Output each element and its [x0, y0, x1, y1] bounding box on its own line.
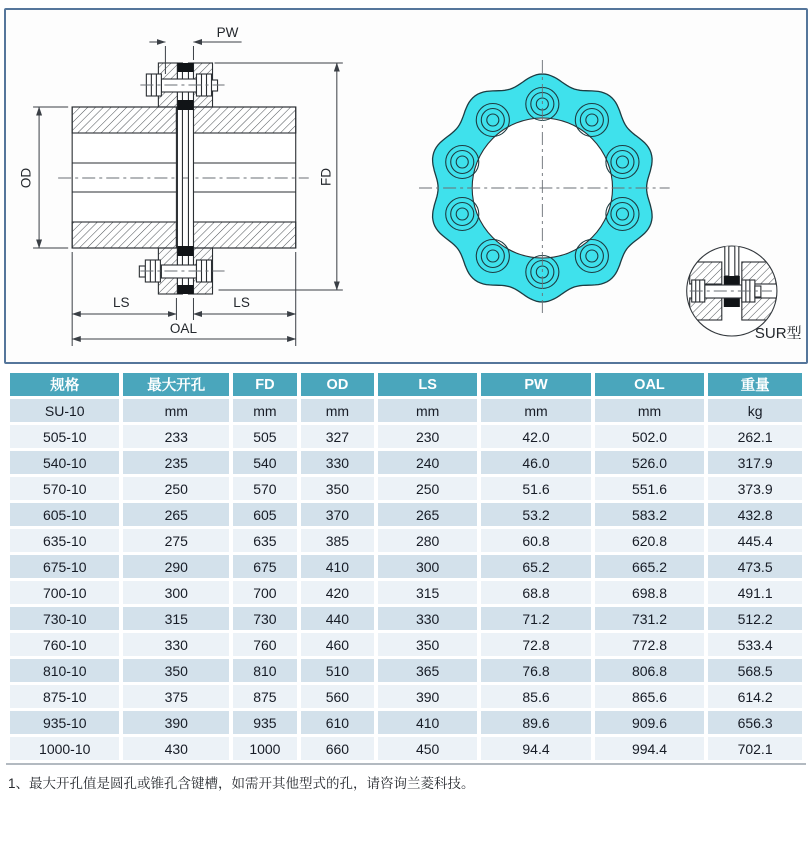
table-cell: mm: [481, 399, 590, 422]
table-cell: 385: [301, 529, 374, 552]
table-cell: 373.9: [708, 477, 802, 500]
oal-label: OAL: [169, 321, 197, 336]
table-cell: SU-10: [10, 399, 119, 422]
table-cell: 315: [378, 581, 477, 604]
dimension-od: [19, 107, 69, 248]
drawing-panel: [4, 8, 808, 364]
table-cell: 240: [378, 451, 477, 474]
table-cell: 280: [378, 529, 477, 552]
col-header-od: OD: [301, 373, 374, 396]
table-cell: 772.8: [595, 633, 704, 656]
table-cell: 760: [233, 633, 297, 656]
table-cell: 365: [378, 659, 477, 682]
col-header-fd: FD: [233, 373, 297, 396]
table-cell: mm: [233, 399, 297, 422]
table-cell: 68.8: [481, 581, 590, 604]
table-cell: mm: [123, 399, 229, 422]
table-cell: 71.2: [481, 607, 590, 630]
table-cell: 570-10: [10, 477, 119, 500]
table-cell: 89.6: [481, 711, 590, 734]
coupling-section-view: [19, 25, 343, 346]
table-cell: 410: [378, 711, 477, 734]
table-cell: mm: [595, 399, 704, 422]
table-cell: 370: [301, 503, 374, 526]
table-cell: 730: [233, 607, 297, 630]
table-cell: 432.8: [708, 503, 802, 526]
table-cell: 540: [233, 451, 297, 474]
table-cell: 60.8: [481, 529, 590, 552]
col-header-weight: 重量: [708, 373, 802, 396]
table-cell: 350: [123, 659, 229, 682]
table-row: [10, 711, 802, 734]
table-cell: 635-10: [10, 529, 119, 552]
col-header-oal: OAL: [595, 373, 704, 396]
table-cell: 656.3: [708, 711, 802, 734]
table-cell: 410: [301, 555, 374, 578]
table-cell: 230: [378, 425, 477, 448]
unit-row: [10, 399, 802, 422]
col-header-max-bore: 最大开孔: [123, 373, 229, 396]
table-cell: 700: [233, 581, 297, 604]
table-cell: 635: [233, 529, 297, 552]
ls-right-label: LS: [233, 295, 250, 310]
col-header-ls: LS: [378, 373, 477, 396]
table-cell: 760-10: [10, 633, 119, 656]
table-cell: 505: [233, 425, 297, 448]
table-cell: 53.2: [481, 503, 590, 526]
fd-label: FD: [318, 168, 334, 186]
table-cell: 250: [378, 477, 477, 500]
table-cell: 315: [123, 607, 229, 630]
table-cell: 583.2: [595, 503, 704, 526]
table-cell: 491.1: [708, 581, 802, 604]
table-cell: 730-10: [10, 607, 119, 630]
table-row: [10, 633, 802, 656]
technical-drawing: [6, 10, 806, 362]
table-cell: 865.6: [595, 685, 704, 708]
ls-left-label: LS: [113, 295, 130, 310]
table-row: [10, 737, 802, 760]
table-cell: 505-10: [10, 425, 119, 448]
table-cell: 72.8: [481, 633, 590, 656]
disc-pack-front-view: [419, 60, 670, 316]
table-cell: 620.8: [595, 529, 704, 552]
table-row: [10, 555, 802, 578]
table-cell: 430: [123, 737, 229, 760]
col-header-pw: PW: [481, 373, 590, 396]
table-cell: 675: [233, 555, 297, 578]
table-cell: 317.9: [708, 451, 802, 474]
table-cell: 390: [378, 685, 477, 708]
spec-table: [6, 370, 806, 763]
table-cell: kg: [708, 399, 802, 422]
table-cell: 330: [301, 451, 374, 474]
table-cell: 660: [301, 737, 374, 760]
table-cell: 810: [233, 659, 297, 682]
table-cell: 502.0: [595, 425, 704, 448]
table-cell: 810-10: [10, 659, 119, 682]
table-cell: 512.2: [708, 607, 802, 630]
table-cell: 665.2: [595, 555, 704, 578]
table-cell: 327: [301, 425, 374, 448]
table-cell: 300: [378, 555, 477, 578]
table-cell: 51.6: [481, 477, 590, 500]
table-cell: 702.1: [708, 737, 802, 760]
table-row: [10, 659, 802, 682]
table-cell: 875-10: [10, 685, 119, 708]
table-cell: 533.4: [708, 633, 802, 656]
table-row: [10, 477, 802, 500]
table-cell: 731.2: [595, 607, 704, 630]
table-cell: 390: [123, 711, 229, 734]
table-cell: 560: [301, 685, 374, 708]
detail-view-sur: [687, 245, 802, 342]
table-row: [10, 581, 802, 604]
table-cell: 65.2: [481, 555, 590, 578]
col-header-spec: 规格: [10, 373, 119, 396]
table-cell: mm: [378, 399, 477, 422]
table-cell: 350: [378, 633, 477, 656]
table-cell: 250: [123, 477, 229, 500]
table-cell: 935: [233, 711, 297, 734]
table-cell: 568.5: [708, 659, 802, 682]
table-cell: 330: [123, 633, 229, 656]
table-row: [10, 607, 802, 630]
table-cell: 233: [123, 425, 229, 448]
table-cell: 526.0: [595, 451, 704, 474]
table-header-row: [10, 373, 802, 396]
table-cell: 1000-10: [10, 737, 119, 760]
table-row: [10, 451, 802, 474]
table-cell: 85.6: [481, 685, 590, 708]
table-cell: 994.4: [595, 737, 704, 760]
table-cell: 614.2: [708, 685, 802, 708]
table-cell: 290: [123, 555, 229, 578]
table-cell: 46.0: [481, 451, 590, 474]
table-cell: 570: [233, 477, 297, 500]
table-cell: 806.8: [595, 659, 704, 682]
table-cell: 1000: [233, 737, 297, 760]
table-cell: 300: [123, 581, 229, 604]
table-cell: 460: [301, 633, 374, 656]
table-cell: 698.8: [595, 581, 704, 604]
table-cell: 265: [378, 503, 477, 526]
table-cell: 94.4: [481, 737, 590, 760]
table-row: [10, 529, 802, 552]
footnote: 1、最大开孔值是圆孔或锥孔含键槽，如需开其他型式的孔，请咨询兰菱科技。: [8, 776, 475, 791]
table-cell: 350: [301, 477, 374, 500]
spec-table-wrapper: [6, 370, 806, 765]
table-cell: 330: [378, 607, 477, 630]
table-cell: 450: [378, 737, 477, 760]
detail-type-label: SUR型: [754, 325, 802, 342]
table-cell: 540-10: [10, 451, 119, 474]
table-cell: 440: [301, 607, 374, 630]
table-cell: 675-10: [10, 555, 119, 578]
table-cell: mm: [301, 399, 374, 422]
table-cell: 473.5: [708, 555, 802, 578]
table-row: [10, 425, 802, 448]
table-cell: 42.0: [481, 425, 590, 448]
table-cell: 262.1: [708, 425, 802, 448]
table-cell: 909.6: [595, 711, 704, 734]
table-cell: 605: [233, 503, 297, 526]
pw-label: PW: [216, 25, 239, 40]
od-label: OD: [18, 167, 34, 189]
disc-pack: [177, 63, 193, 294]
table-cell: 275: [123, 529, 229, 552]
table-cell: 510: [301, 659, 374, 682]
table-cell: 935-10: [10, 711, 119, 734]
table-cell: 76.8: [481, 659, 590, 682]
table-cell: 551.6: [595, 477, 704, 500]
table-cell: 875: [233, 685, 297, 708]
table-cell: 265: [123, 503, 229, 526]
table-row: [10, 503, 802, 526]
table-cell: 375: [123, 685, 229, 708]
table-cell: 610: [301, 711, 374, 734]
table-cell: 235: [123, 451, 229, 474]
table-cell: 700-10: [10, 581, 119, 604]
table-row: [10, 685, 802, 708]
table-cell: 445.4: [708, 529, 802, 552]
table-cell: 605-10: [10, 503, 119, 526]
table-cell: 420: [301, 581, 374, 604]
